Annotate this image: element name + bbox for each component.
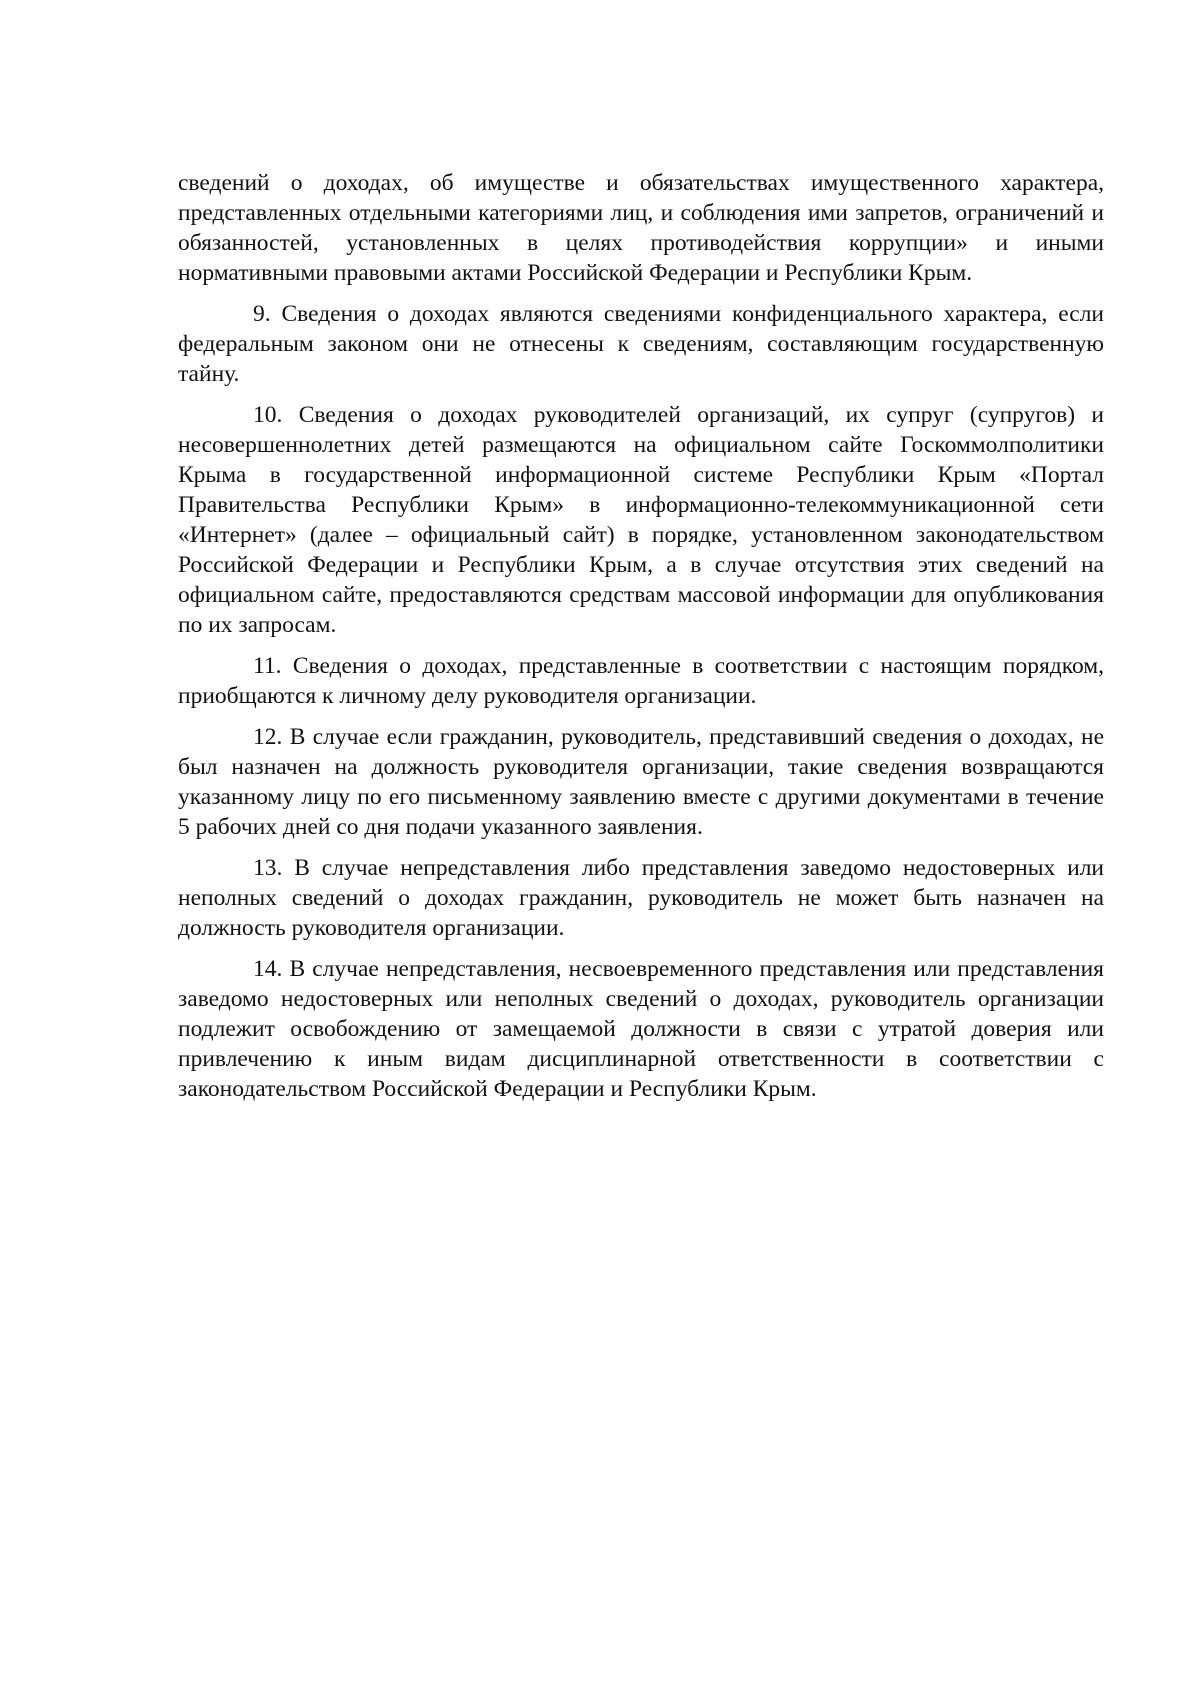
paragraph-continuation: сведений о доходах, об имуществе и обязательствах имущественного характера, представленных отдельными категориями лиц, и соблюдения ими запретов, ограничений и обязанностей, установленных в целях противодействия коррупции» и иными нормативными правовыми актами Российской Федерации и Республики Крым. xyxy=(178,170,1104,286)
paragraph-item-10: 10. Сведения о доходах руководителей организаций, их супруг (супругов) и несовершеннолетних детей размещаются на официальном сайте Госкоммолполитики Крыма в государственной информационной системе Республики Крым «Портал Правительства Республики Крым» в информационно-телекоммуникационной сети «Интернет» (далее – официальный сайт) в порядке, установленном законодательством Российской Федерации и Республики Крым, а в случае отсутствия этих сведений на официальном сайте, предоставляются средствам массовой информации для опубликования по их запросам. xyxy=(178,402,1104,638)
paragraph-item-13: 13. В случае непредставления либо представления заведомо недостоверных или неполных сведений о доходах гражданин, руководитель не может быть назначен на должность руководителя организации. xyxy=(178,855,1104,941)
paragraph-item-12: 12. В случае если гражданин, руководитель, представивший сведения о доходах, не был назначен на должность руководителя организации, такие сведения возвращаются указанному лицу по его письменному заявлению вместе с другими документами в течение 5 рабочих дней со дня подачи указанного заявления. xyxy=(178,724,1104,840)
paragraph-item-9: 9. Сведения о доходах являются сведениями конфиденциального характера, если федеральным законом они не отнесены к сведениям, составляющим государственную тайну. xyxy=(178,301,1104,387)
document-body xyxy=(178,168,1104,1115)
paragraph-item-14: 14. В случае непредставления, несвоевременного представления или представления заведомо недостоверных или неполных сведений о доходах, руководитель организации подлежит освобождению от замещаемой должности в связи с утратой доверия или привлечению к иным видам дисциплинарной ответственности в соответствии с законодательством Российской Федерации и Республики Крым. xyxy=(178,956,1104,1102)
paragraph-item-11: 11. Сведения о доходах, представленные в соответствии с настоящим порядком, приобщаются к личному делу руководителя организации. xyxy=(178,653,1104,709)
